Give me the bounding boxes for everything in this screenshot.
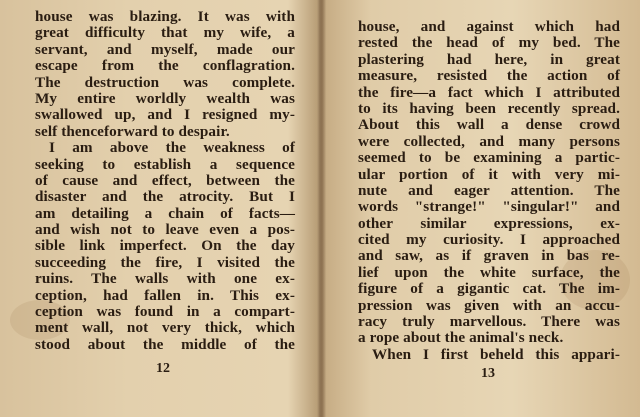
- right-page: [326, 0, 640, 417]
- text-line: pression was given with an accu-: [358, 296, 620, 314]
- text-line: other similar expressions, ex-: [358, 214, 620, 232]
- text-line: ception was found in a compart-: [35, 303, 295, 321]
- text-line: am detailing a chain of facts—: [35, 204, 295, 222]
- text-line: ular portion of it with very mi-: [358, 165, 620, 183]
- page-number: 13: [481, 366, 495, 381]
- text-line: seeking to establish a sequence: [35, 155, 295, 173]
- page-number: 12: [156, 361, 170, 376]
- text-line: My entire worldly wealth was: [35, 89, 295, 107]
- text-line: lief upon the white surface, the: [358, 263, 620, 281]
- text-line: measure, resisted the action of: [358, 67, 620, 85]
- text-line: self thenceforward to despair.: [35, 122, 230, 140]
- left-page: [0, 0, 318, 417]
- text-line: to its having been recently spread.: [358, 99, 620, 117]
- text-line: house, and against which had: [358, 18, 620, 35]
- text-line: rested the head of my bed. The: [358, 34, 620, 52]
- text-line: ment wall, not very thick, which: [35, 319, 295, 337]
- text-line: succeeding the fire, I visited the: [35, 253, 295, 271]
- text-line: escape from the conflagration.: [35, 57, 295, 75]
- text-line: I am above the weakness of: [49, 139, 295, 157]
- text-line: swallowed up, and I resigned my-: [35, 106, 295, 124]
- text-line: figure of a gigantic cat. The im-: [358, 280, 620, 298]
- text-line: and saw, as if graven in bas re-: [358, 247, 620, 265]
- text-line: servant, and myself, made our: [35, 40, 295, 58]
- text-line: disaster and the atrocity. But I: [35, 188, 295, 206]
- text-line: and wish not to leave even a pos-: [35, 221, 295, 239]
- text-line: seemed to be examining a partic-: [358, 149, 620, 167]
- text-line: ception, had fallen in. This ex-: [35, 286, 295, 304]
- right-page-text: [358, 19, 620, 363]
- left-page-text: [35, 9, 295, 353]
- text-line: When I first beheld this appari-: [372, 345, 620, 363]
- text-line: About this wall a dense crowd: [358, 116, 620, 134]
- book-spine: [318, 0, 326, 417]
- text-line: The destruction was complete.: [35, 73, 295, 91]
- text-line: cited my curiosity. I approached: [358, 231, 620, 249]
- text-line: great difficulty that my wife, a: [35, 24, 295, 42]
- text-line: of cause and effect, between the: [35, 171, 295, 189]
- text-line: sible link imperfect. On the day: [35, 237, 295, 255]
- text-line: house was blazing. It was with: [35, 8, 295, 25]
- text-line: stood about the middle of the: [35, 335, 295, 353]
- text-line: words "strange!" "singular!" and: [358, 198, 620, 216]
- text-line: nute and eager attention. The: [358, 181, 620, 199]
- text-line: racy truly marvellous. There was: [358, 313, 620, 331]
- text-line: the fire—a fact which I attributed: [358, 83, 620, 101]
- text-line: were collected, and many persons: [358, 132, 620, 150]
- text-line: ruins. The walls with one ex-: [35, 270, 295, 288]
- text-line: a rope about the animal's neck.: [358, 329, 564, 347]
- text-line: plastering had here, in great: [358, 50, 620, 68]
